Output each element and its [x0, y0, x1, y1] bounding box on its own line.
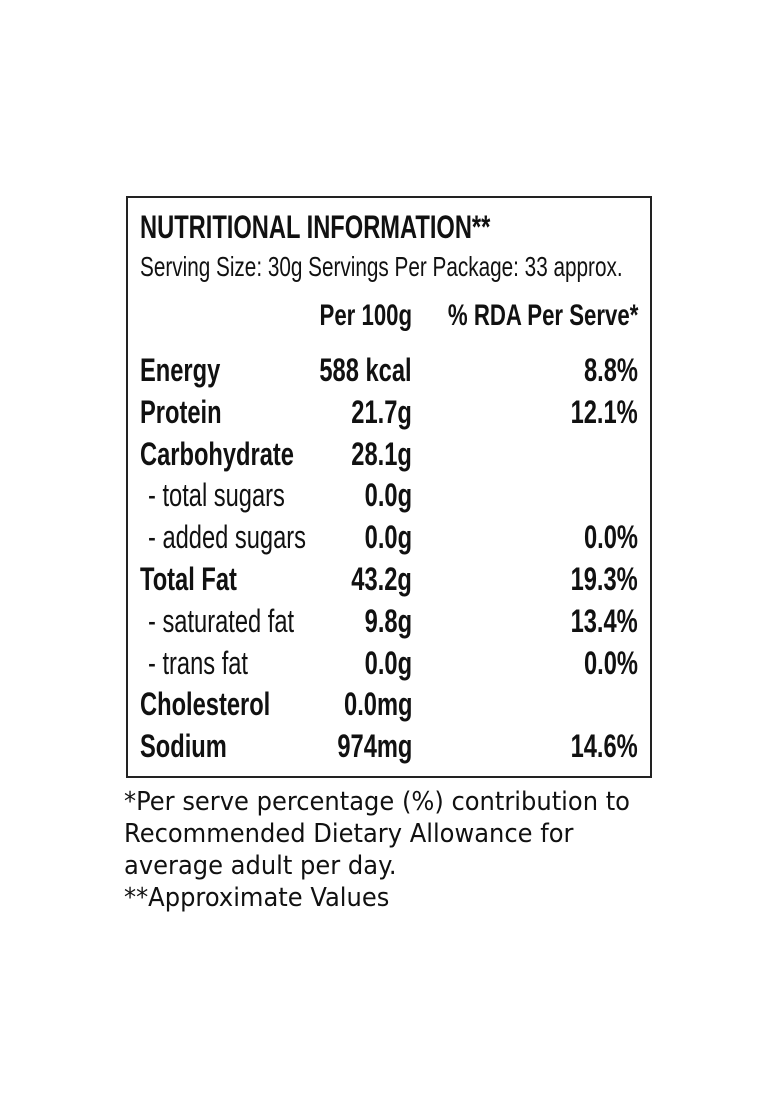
serving-info	[140, 246, 638, 288]
nutrient-per100: 28.1g	[351, 435, 412, 472]
nutrient-rda: 8.8%	[584, 352, 638, 388]
nutrient-name: Total Fat	[140, 560, 237, 597]
nutrient-rda: 13.4%	[570, 602, 638, 639]
footnote	[124, 786, 684, 914]
nutrient-name: Protein	[140, 393, 222, 430]
nutrient-name: Cholesterol	[140, 686, 271, 723]
nutrient-row-energy	[140, 350, 638, 392]
nutrient-name: - total sugars	[148, 477, 285, 514]
nutrient-row-total-sugars	[140, 475, 638, 517]
nutrient-rda: 12.1%	[570, 393, 638, 430]
nutrient-row-added-sugars	[140, 517, 638, 559]
nutrient-row-saturated-fat	[140, 601, 638, 643]
footnote-line: *Per serve percentage (%) contribution to	[124, 787, 630, 817]
nutrition-label-box	[126, 196, 652, 778]
nutrient-per100: 0.0g	[364, 519, 412, 556]
label-title-text: NUTRITIONAL INFORMATION**	[140, 209, 491, 245]
column-header-rda: % RDA Per Serve*	[447, 299, 638, 332]
nutrient-per100: 0.0g	[364, 644, 412, 681]
footnote-line: Recommended Dietary Allowance for	[124, 819, 574, 849]
column-headers	[140, 294, 638, 338]
nutrient-row-total-fat	[140, 559, 638, 601]
nutrient-rda: 0.0%	[584, 519, 638, 556]
nutrient-per100: 0.0mg	[343, 686, 412, 723]
nutrient-name: - saturated fat	[148, 602, 295, 639]
nutrient-name: Carbohydrate	[140, 435, 294, 472]
nutrient-rda: 14.6%	[570, 728, 638, 765]
nutrient-rda: 0.0%	[584, 644, 638, 681]
nutrient-per100: 21.7g	[351, 393, 412, 430]
nutrient-rda: 19.3%	[570, 560, 638, 597]
footnote-line: average adult per day.	[124, 851, 397, 881]
nutrient-per100: 588 kcal	[319, 352, 412, 388]
serving-info-text: Serving Size: 30g Servings Per Package: 33 approx.	[140, 251, 623, 282]
nutrient-name: Energy	[140, 352, 221, 388]
nutrient-row-carbohydrate	[140, 434, 638, 476]
nutrient-per100: 9.8g	[364, 602, 412, 639]
nutrient-per100: 974mg	[336, 728, 412, 765]
nutrient-row-sodium	[140, 726, 638, 768]
column-header-per100: Per 100g	[319, 299, 412, 332]
nutrient-per100: 43.2g	[351, 560, 412, 597]
footnote-line: **Approximate Values	[124, 883, 390, 913]
nutrient-row-protein	[140, 392, 638, 434]
nutrient-name: - trans fat	[148, 644, 249, 681]
nutrient-name: - added sugars	[148, 519, 306, 556]
label-title	[140, 208, 638, 246]
nutrient-row-cholesterol	[140, 684, 638, 726]
nutrient-row-trans-fat	[140, 643, 638, 685]
nutrient-per100: 0.0g	[364, 477, 412, 514]
nutrient-name: Sodium	[140, 728, 227, 765]
